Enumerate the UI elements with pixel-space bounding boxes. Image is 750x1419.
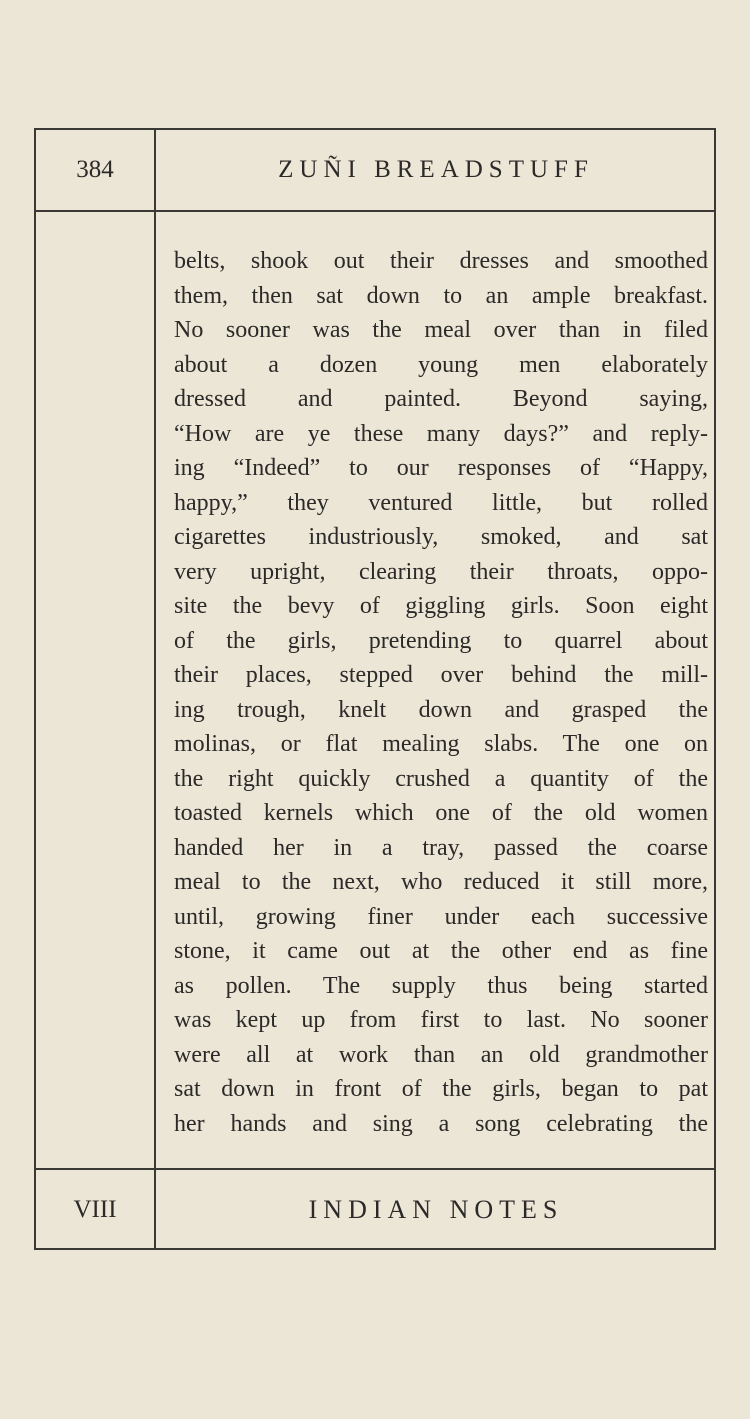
text-line: the right quickly crushed a quantity of the <box>174 765 708 792</box>
text-line: ing trough, knelt down and grasped the <box>174 696 708 723</box>
text-line: cigarettes industriously, smoked, and sat <box>174 524 708 550</box>
header-divider <box>36 210 714 212</box>
series-title: INDIAN NOTES <box>308 1195 564 1224</box>
text-line: of the girls, pretending to quarrel about <box>174 627 708 654</box>
text-line: were all at work than an old grandmother <box>174 1041 708 1068</box>
text-line: site the bevy of giggling girls. Soon eight <box>174 593 708 619</box>
text-line: molinas, or flat mealing slabs. The one on <box>174 731 708 757</box>
volume-number: VIII <box>73 1196 117 1223</box>
text-line: belts, shook out their dresses and smoothed <box>174 248 708 274</box>
text-line: their places, stepped over behind the mill- <box>174 662 708 688</box>
running-title: ZUÑI BREADSTUFF <box>278 156 594 183</box>
text-line: handed her in a tray, passed the coarse <box>174 834 708 861</box>
text-line: her hands and sing a song celebrating the <box>174 1110 708 1137</box>
page-frame <box>34 128 716 1250</box>
text-line: “How are ye these many days?” and reply- <box>174 420 708 447</box>
text-line: No sooner was the meal over than in filed <box>174 317 708 343</box>
text-line: about a dozen young men elaborately <box>174 351 708 378</box>
text-line: as pollen. The supply thus being started <box>174 972 708 999</box>
text-line: ing “Indeed” to our responses of “Happy, <box>174 455 708 481</box>
text-line: very upright, clearing their throats, oppo- <box>174 558 708 585</box>
text-line: stone, it came out at the other end as fine <box>174 938 708 964</box>
margin-column-divider <box>154 130 156 1248</box>
page-number: 384 <box>76 156 114 183</box>
text-line: sat down in front of the girls, began to pat <box>174 1076 708 1102</box>
text-line: toasted kernels which one of the old women <box>174 800 708 826</box>
text-line: until, growing finer under each successive <box>174 903 708 930</box>
text-line: dressed and painted. Beyond saying, <box>174 386 708 412</box>
text-line: them, then sat down to an ample breakfast. <box>174 282 708 309</box>
text-line: was kept up from first to last. No sooner <box>174 1007 708 1033</box>
text-line: happy,” they ventured little, but rolled <box>174 489 708 516</box>
text-line: meal to the next, who reduced it still more, <box>174 869 708 895</box>
body-text <box>174 244 708 1141</box>
